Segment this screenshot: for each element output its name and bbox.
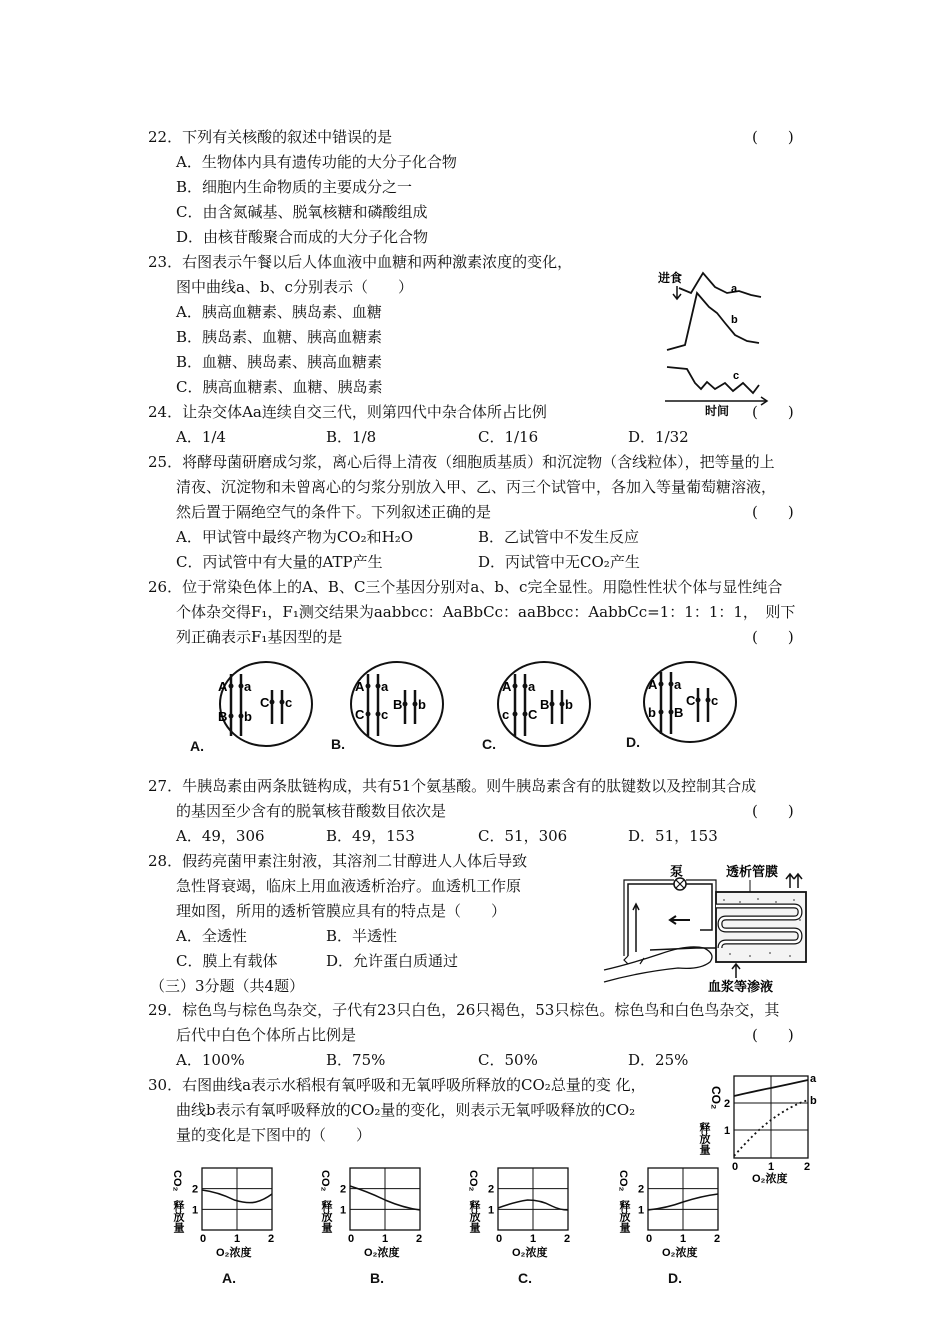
q26a-gene-3: B (218, 709, 228, 724)
q28-option-d[interactable]: D．允许蛋白质通过 (326, 952, 459, 970)
q30-ref-ytick-2: 2 (724, 1098, 731, 1110)
q26-cell-c-label: C. (482, 736, 496, 752)
q27-stem-line2: 的基因至少含有的脱氧核苷酸数目依次是 (176, 802, 447, 820)
q30-option-b-xtick-1: 1 (382, 1233, 389, 1245)
q30-option-a-xtick-1: 1 (234, 1233, 241, 1245)
q28-option-c[interactable]: C．膜上有载体 (176, 952, 278, 970)
q26-stem-line3: 列正确表示F₁基因型的是 (176, 628, 343, 646)
q28-stem-line1: 28．假药亮菌甲素注射液，其溶剂二甘醇进人人体后导致 (148, 852, 528, 870)
q22-answer-paren[interactable]: ( ) (752, 128, 794, 146)
q25-option-d[interactable]: D．丙试管中无CO₂产生 (478, 553, 640, 571)
q30-ref-label-b: b (810, 1095, 817, 1107)
q26-stem-line1: 26．位于常染色体上的A、B、C三个基因分别对a、b、c完全显性。用隐性性状个体与显性纯合 (148, 578, 783, 596)
q26d-gene-2: a (674, 677, 682, 692)
q30-stem-line1: 30．右图曲线a表示水稻根有氧呼吸和无氧呼吸所释放的CO₂总量的变 化， (148, 1076, 646, 1094)
q30-ref-ytick-1: 1 (724, 1125, 731, 1137)
q27-option-d[interactable]: D．51，153 (628, 827, 718, 845)
q26c-gene-2: a (528, 679, 536, 694)
q28-arm (604, 947, 712, 982)
q30-option-a-ytick-1: 1 (192, 1204, 199, 1217)
q30-option-b-ylabel-top: CO₂ (319, 1170, 331, 1192)
q26a-gene-6: c (285, 695, 293, 710)
q23-option-b2[interactable]: B．血糖、胰岛素、胰高血糖素 (176, 353, 383, 371)
q26c-gene-4: C (528, 707, 538, 722)
q30-option-d-xtick-0: 0 (646, 1233, 653, 1245)
q27-option-c[interactable]: C．51，306 (478, 827, 568, 845)
q27-stem-line1: 27．牛胰岛素由两条肽链构成，共有51个氨基酸。则牛胰岛素含有的肽键数以及控制其合成 (148, 777, 757, 795)
q26a-gene-5: C (260, 695, 270, 710)
q26-answer-paren[interactable]: ( ) (752, 628, 794, 646)
q30-ref-xtick-0: 0 (732, 1161, 739, 1173)
q26c-gene-3: c (502, 707, 510, 722)
q26-cell-b[interactable] (331, 662, 475, 762)
q30-option-a-ylabel-top: CO₂ (171, 1170, 183, 1192)
q30-option-b-label: B. (370, 1270, 384, 1286)
q26-cell-d[interactable] (628, 662, 768, 762)
q23-curve-a (679, 273, 761, 297)
q26b-gene-2: a (381, 679, 389, 694)
q29-stem-line1: 29．棕色鸟与棕色鸟杂交，子代有23只白色，26只褐色，53只棕色。棕色鸟和白色鸟杂交，其 (148, 1001, 780, 1019)
q24-option-a[interactable]: A．1/4 (176, 428, 226, 446)
q22-option-b[interactable]: B．细胞内生命物质的主要成分之一 (176, 178, 413, 196)
q30-ref-xlabel: O₂浓度 (752, 1173, 788, 1185)
q29-stem-line2: 后代中白色个体所占比例是 (176, 1026, 357, 1044)
q30-option-a-ytick-2: 2 (192, 1183, 199, 1196)
q28-stem-line2: 急性肾衰竭，临床上用血液透析治疗。血透机工作原 (176, 877, 522, 895)
q27-option-b[interactable]: B．49，153 (326, 827, 415, 845)
q26a-gene-4: b (244, 709, 252, 724)
q23-option-a[interactable]: A．胰高血糖素、胰岛素、血糖 (176, 303, 382, 321)
q30-option-graph-c[interactable] (466, 1160, 576, 1290)
q26-cell-b-label: B. (331, 736, 345, 752)
q26c-gene-6: b (565, 697, 573, 712)
q26-cell-d-label: D. (626, 734, 640, 750)
q30-stem-line2: 曲线b表示有氧呼吸释放的CO₂量的变化，则表示无氧呼吸释放的CO₂ (176, 1101, 636, 1119)
q26d-gene-3: b (648, 705, 656, 720)
q30-ref-label-a: a (810, 1073, 817, 1085)
q25-answer-paren[interactable]: ( ) (752, 503, 794, 521)
q30-option-c-ylabel-bottom: 释放量 (468, 1200, 480, 1233)
q26b-gene-3: C (355, 707, 365, 722)
q28-stem-line3: 理如图，所用的透析管膜应具有的特点是（ ） (176, 902, 507, 920)
q23-curve-c (667, 367, 759, 393)
q23-meal-label: 进食 (658, 271, 683, 285)
q30-option-d-ylabel-bottom: 释放量 (618, 1200, 630, 1233)
q30-option-c-xtick-1: 1 (530, 1233, 537, 1245)
q26d-gene-4: B (674, 705, 684, 720)
q29-option-d[interactable]: D．25% (628, 1051, 689, 1069)
q22-option-a[interactable]: A．生物体内具有遗传功能的大分子化合物 (176, 153, 457, 171)
q24-option-c[interactable]: C．1/16 (478, 428, 539, 446)
q30-option-b-xlabel: O₂浓度 (364, 1247, 400, 1259)
q30-option-d-ytick-1: 1 (638, 1204, 645, 1217)
q23-option-c[interactable]: C．胰高血糖素、血糖、胰岛素 (176, 378, 383, 396)
q26-cell-a-label: A. (190, 738, 204, 754)
section3-heading: （三）3分题（共4题） (150, 977, 305, 995)
q30-stem-line3: 量的变化是下图中的（ ） (176, 1126, 372, 1144)
q26c-gene-5: B (540, 697, 550, 712)
q29-answer-paren[interactable]: ( ) (752, 1026, 794, 1044)
q23-hormone-figure (655, 265, 775, 420)
q30-option-b-ytick-1: 1 (340, 1204, 347, 1217)
q28-membrane-label: 透析管膜 (726, 864, 779, 879)
q23-stem-line2: 图中曲线a、b、c分别表示（ ） (176, 278, 413, 296)
q26a-gene-1: A (218, 679, 228, 694)
q27-option-a[interactable]: A．49，306 (176, 827, 265, 845)
q30-option-b-ytick-2: 2 (340, 1183, 347, 1196)
q29-option-a[interactable]: A．100% (176, 1051, 245, 1069)
q30-option-c-xlabel: O₂浓度 (512, 1247, 548, 1259)
q25-stem-line3: 然后置于隔绝空气的条件下。下列叙述正确的是 (176, 503, 492, 521)
q23-time-label: 时间 (705, 404, 730, 418)
q28-option-a[interactable]: A．全透性 (176, 927, 247, 945)
q26c-gene-1: A (502, 679, 512, 694)
q30-option-c-ytick-1: 1 (488, 1204, 495, 1217)
q23-curve-c-label: c (733, 370, 740, 382)
q23-curve-b-label: b (731, 314, 738, 326)
q30-option-d-ylabel-top: CO₂ (617, 1170, 629, 1192)
q30-option-a-label: A. (222, 1270, 236, 1286)
q28-option-b[interactable]: B．半透性 (326, 927, 398, 945)
q29-option-c[interactable]: C．50% (478, 1051, 538, 1069)
q26d-gene-5: C (686, 693, 696, 708)
q23-curve-b (667, 293, 759, 350)
q30-ref-xtick-1: 1 (768, 1161, 775, 1173)
q23-option-b[interactable]: B．胰岛素、血糖、胰高血糖素 (176, 328, 383, 346)
q24-answer-paren[interactable]: ( ) (752, 403, 794, 421)
q30-ref-ylabel-bottom: 释放量 (698, 1122, 710, 1155)
q25-stem-line2: 清夜、沉淀物和未曾离心的匀浆分别放入甲、乙、丙三个试管中，各加入等量葡萄糖溶液， (176, 478, 777, 496)
q30-option-c-xtick-0: 0 (496, 1233, 503, 1245)
q30-option-a-xlabel: O₂浓度 (216, 1247, 252, 1259)
q30-option-graph-b[interactable] (318, 1160, 428, 1290)
q30-option-b-xtick-2: 2 (416, 1233, 423, 1245)
q30-option-b-ylabel-bottom: 释放量 (320, 1200, 332, 1233)
q28-fluid-label: 血浆等渗液 (708, 979, 774, 994)
q30-option-d-xtick-2: 2 (714, 1233, 721, 1245)
q30-option-d-xtick-1: 1 (680, 1233, 687, 1245)
q27-answer-paren[interactable]: ( ) (752, 802, 794, 820)
q23-curve-a-label: a (731, 283, 738, 295)
q30-option-d-xlabel: O₂浓度 (662, 1247, 698, 1259)
q26b-gene-6: b (418, 697, 426, 712)
q30-option-a-xtick-2: 2 (268, 1233, 275, 1245)
q30-ref-xtick-2: 2 (804, 1161, 811, 1173)
q26a-gene-2: a (244, 679, 252, 694)
q30-option-b-xtick-0: 0 (348, 1233, 355, 1245)
q30-option-a-ylabel-bottom: 释放量 (172, 1200, 184, 1233)
q30-option-d-label: D. (668, 1270, 682, 1286)
q26d-gene-6: c (711, 693, 719, 708)
q30-ref-ylabel-top: CO₂ (709, 1086, 723, 1110)
q25-option-b[interactable]: B．乙试管中不发生反应 (478, 528, 640, 546)
q30-option-c-xtick-2: 2 (564, 1233, 571, 1245)
q24-option-b[interactable]: B．1/8 (326, 428, 377, 446)
q26-cell-c[interactable] (482, 662, 622, 762)
q25-option-a[interactable]: A．甲试管中最终产物为CO₂和H₂O (176, 528, 414, 546)
q28-dialysis-tank (716, 892, 806, 962)
q25-option-c[interactable]: C．丙试管中有大量的ATP产生 (176, 553, 383, 571)
q30-option-a-xtick-0: 0 (200, 1233, 207, 1245)
q29-option-b[interactable]: B．75% (326, 1051, 386, 1069)
q26b-gene-5: B (393, 697, 403, 712)
q22-stem: 22．下列有关核酸的叙述中错误的是 (148, 128, 393, 146)
q24-option-d[interactable]: D．1/32 (628, 428, 689, 446)
q26b-gene-1: A (355, 679, 365, 694)
q30-option-c-ytick-2: 2 (488, 1183, 495, 1196)
q22-option-c[interactable]: C．由含氮碱基、脱氧核糖和磷酸组成 (176, 203, 428, 221)
q26-stem-line2: 个体杂交得F₁，F₁测交结果为aabbcc：AaBbCc：aaBbcc：AabbCc=1：1：1：1， 则下 (176, 603, 796, 621)
q28-dialysis-figure (600, 860, 825, 995)
q30-option-graph-d[interactable] (616, 1160, 726, 1290)
q24-stem: 24．让杂交体Aa连续自交三代，则第四代中杂合体所占比例 (148, 403, 547, 421)
q30-option-c-ylabel-top: CO₂ (467, 1170, 479, 1192)
q28-pump-label: 泵 (670, 864, 684, 879)
q26b-gene-4: c (381, 707, 389, 722)
q30-option-c-label: C. (518, 1270, 532, 1286)
q22-option-d[interactable]: D．由核苷酸聚合而成的大分子化合物 (176, 228, 429, 246)
q30-option-graph-a[interactable] (170, 1160, 280, 1290)
q23-stem-line1: 23．右图表示午餐以后人体血液中血糖和两种激素浓度的变化， (148, 253, 573, 271)
q30-option-d-ytick-2: 2 (638, 1183, 645, 1196)
q25-stem-line1: 25．将酵母菌研磨成匀浆，离心后得上清夜（细胞质基质）和沉淀物（含线粒体），把等量的上 (148, 453, 775, 471)
q26d-gene-1: A (648, 677, 658, 692)
